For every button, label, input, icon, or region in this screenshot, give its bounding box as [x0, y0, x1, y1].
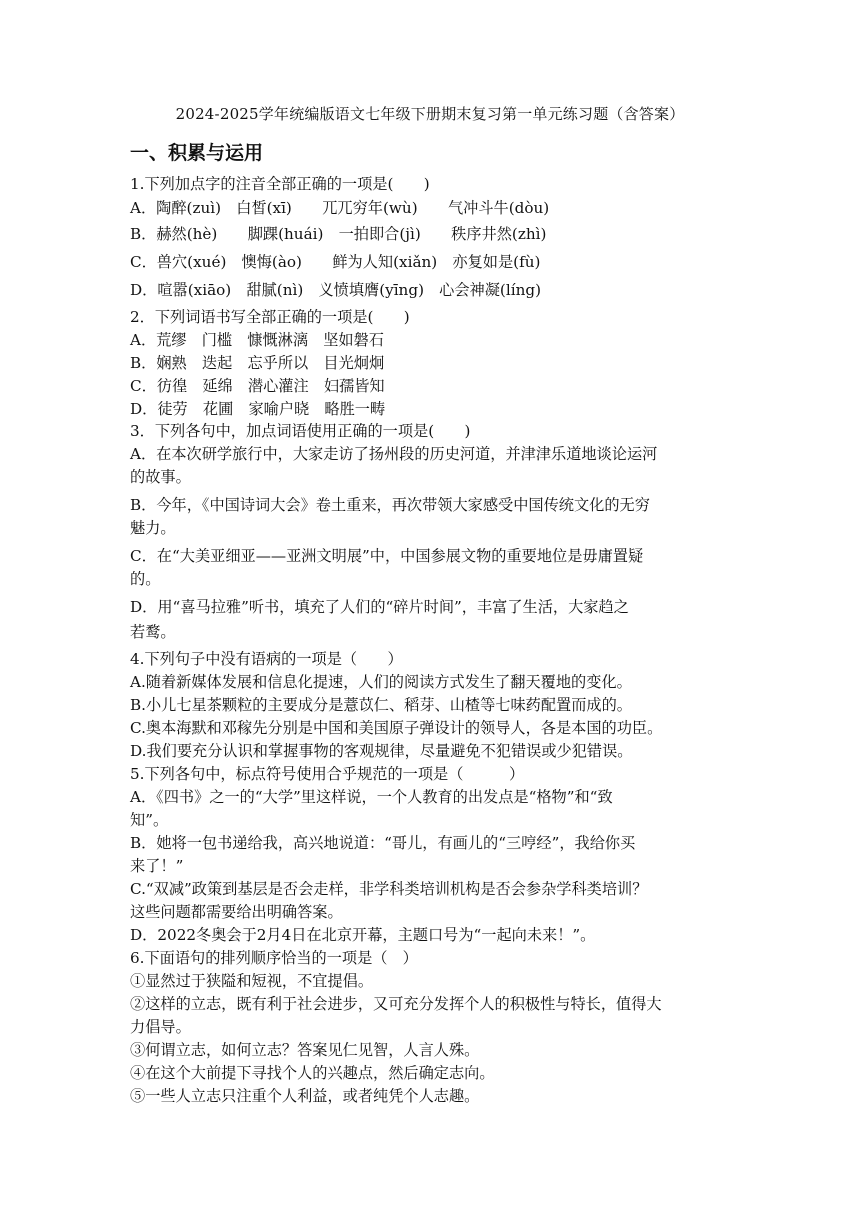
question-5-line: A．《四书》之一的“大学”里这样说，一个人教育的出发点是“格物”和“致 — [130, 788, 613, 806]
question-1-option-b: B．赫然(hè) 脚踝(huái) 一拍即合(jì) 秩序井然(zhì) — [130, 225, 547, 243]
question-5-line: 这些问题都需要给出明确答案。 — [130, 903, 343, 921]
question-3-line: 的。 — [130, 570, 161, 588]
question-1-option-c: C．兽穴(xué) 懊悔(ào) 鲜为人知(xiǎn) 亦复如是(fù) — [130, 253, 541, 271]
question-3-line: C．在“大美亚细亚——亚洲文明展”中，中国参展文物的重要地位是毋庸置疑 — [130, 547, 644, 565]
question-5-line: C.“双减”政策到基层是否会走样，非学科类培训机构是否会参杂学科类培训？ — [130, 880, 648, 898]
question-2-option-d: D．徒劳 花圃 家喻户晓 略胜一畴 — [130, 400, 386, 418]
question-1-stem: 1.下列加点字的注音全部正确的一项是( ) — [130, 175, 430, 193]
question-2-option-b: B．娴熟 迭起 忘乎所以 目光炯炯 — [130, 354, 385, 372]
question-6-line: 力倡导。 — [130, 1018, 191, 1036]
question-4-option-d: D.我们要充分认识和掌握事物的客观规律，尽量避免不犯错误或少犯错误。 — [130, 742, 633, 760]
question-5-line: 来了！” — [130, 857, 184, 875]
question-3-line: B．今年，《中国诗词大会》卷土重来，再次带领大家感受中国传统文化的无穷 — [130, 496, 650, 514]
question-1-option-a: A．陶醉(zuì) 白皙(xī) 兀兀穷年(wù) 气冲斗牛(dòu) — [130, 199, 550, 217]
document-title: 2024-2025学年统编版语文七年级下册期末复习第一单元练习题（含答案） — [175, 105, 685, 123]
question-3-line: A．在本次研学旅行中，大家走访了扬州段的历史河道，并津津乐道地谈论运河 — [130, 445, 658, 463]
question-5-line: B．她将一包书递给我，高兴地说道：“哥儿，有画儿的“三哼经”，我给你买 — [130, 834, 636, 852]
question-4-option-a: A.随着新媒体发展和信息化提速，人们的阅读方式发生了翻天覆地的变化。 — [130, 673, 632, 691]
section-heading: 一、积累与运用 — [130, 142, 264, 164]
question-4-option-c: C.奥本海默和邓稼先分别是中国和美国原子弹设计的领导人，各是本国的功臣。 — [130, 719, 663, 737]
question-2-option-a: A．荒缪 门槛 慷慨淋漓 坚如磐石 — [130, 331, 384, 349]
question-6-line: ③何谓立志，如何立志？答案见仁见智，人言人殊。 — [130, 1041, 480, 1059]
question-2-stem: 2．下列词语书写全部正确的一项是( ) — [130, 308, 410, 326]
question-5-line: 知”。 — [130, 811, 169, 829]
question-1-option-d: D．喧嚣(xiāo) 甜腻(nì) 义愤填膺(yīng) 心会神凝(líng) — [130, 281, 541, 299]
question-3-line: 的故事。 — [130, 468, 191, 486]
question-3-line: D．用“喜马拉雅”听书，填充了人们的“碎片时间”，丰富了生活，大家趋之 — [130, 598, 629, 616]
question-6-line: ①显然过于狭隘和短视，不宜提倡。 — [130, 972, 373, 990]
question-6-line: ④在这个大前提下寻找个人的兴趣点，然后确定志向。 — [130, 1064, 495, 1082]
question-6-line: ②这样的立志，既有利于社会进步，又可充分发挥个人的积极性与特长，值得大 — [130, 995, 662, 1013]
question-3-line: 魅力。 — [130, 519, 176, 537]
question-3-stem: 3．下列各句中，加点词语使用正确的一项是( ) — [130, 422, 471, 440]
question-5-line: D．2022冬奥会于2月4日在北京开幕，主题口号为“一起向未来！”。 — [130, 926, 596, 944]
question-4-stem: 4.下列句子中没有语病的一项是（ ） — [130, 650, 403, 668]
question-6-stem: 6.下面语句的排列顺序恰当的一项是（ ） — [130, 949, 418, 967]
question-6-line: ⑤一些人立志只注重个人利益，或者纯凭个人志趣。 — [130, 1087, 480, 1105]
question-5-stem: 5.下列各句中，标点符号使用合乎规范的一项是（ ） — [130, 765, 525, 783]
question-3-line: 若鹜。 — [130, 623, 176, 641]
question-4-option-b: B.小儿七星茶颗粒的主要成分是薏苡仁、稻芽、山楂等七味药配置而成的。 — [130, 696, 632, 714]
question-2-option-c: C．彷徨 延绵 潜心灌注 妇孺皆知 — [130, 377, 385, 395]
